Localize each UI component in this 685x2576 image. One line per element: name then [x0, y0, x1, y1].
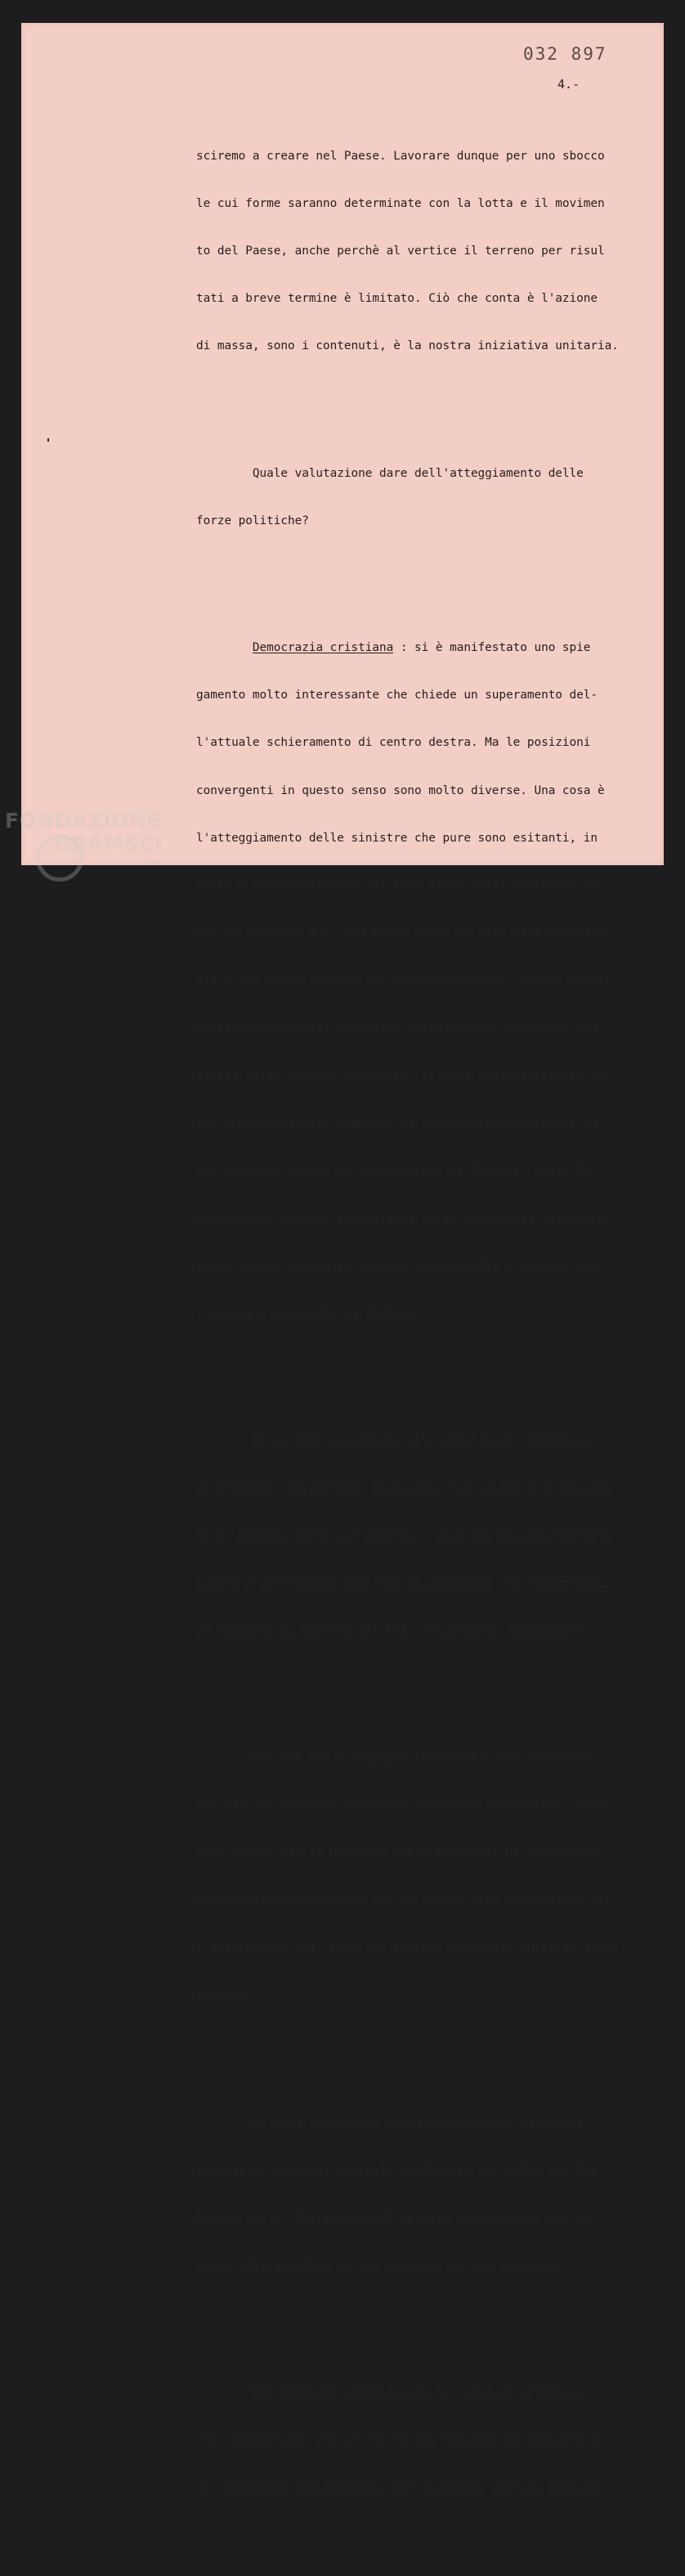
text-line: forze politiche?	[196, 514, 309, 527]
ink-speck	[47, 438, 49, 442]
text-line: sciremo a creare nel Paese. Lavorare dunque per uno sbocco	[196, 149, 605, 163]
text-line: si presenta con profonde divisioni. Più valida è la posizio	[196, 1482, 612, 1496]
text-line: le cui forme saranno determinate con la lotta e il movimen	[196, 196, 605, 210]
text-line-heading: Democrazia cristiana : si è manifestato uno spie	[252, 641, 591, 655]
text-line: ranza che si raccoglie attorno ad Andreotti e Forlani con	[196, 1259, 598, 1273]
paragraph-6	[196, 2085, 664, 2307]
text-line: vogliono mettere il congresso socialista di fronte ad una	[196, 1021, 598, 1035]
text-line: tati a breve termine è limitato. Ciò che conta è l'azione	[196, 292, 598, 306]
text-line: un rapporto di governo col PSI, attualmente impossibile.	[196, 1624, 591, 1638]
text-line: socialisti verso di noi è la confluenza del PSIUP nel PCI.	[196, 2164, 605, 2178]
text-line: Dicono che il PSI rischia di sparire dalla scena, che bi-	[196, 2211, 598, 2225]
paragraph-4	[196, 1402, 664, 1672]
text-line: l'interno del PSI, cosa che sarebbe dannosa a tutto lo schie	[196, 1941, 619, 1955]
text-line: Un tema ricorrente nella polemica dei dirigenti	[196, 2116, 584, 2130]
text-line: ramento.	[196, 1990, 253, 2004]
watermark-logo	[5, 809, 163, 867]
text-line: convergenti in questo senso sono molto diverse. Una cosa è	[196, 783, 605, 797]
text-line: l'attuale schieramento di centro destra. Ma le posizioni	[196, 736, 591, 750]
text-line: l'atteggiamento delle sinistre che pure sono esitanti, in	[196, 831, 598, 845]
text-line: certe e contraddittorie. Ci sono stati fatti scottanti su	[196, 879, 598, 893]
text-line: gamento molto interessante che chiede un superamento del-	[196, 689, 598, 702]
text-line: del PSI, ma dobbiamo esprimere la nostra valutazione. Pren	[196, 1799, 605, 1813]
text-line: uno dovrebbe essere la sostituzione di Mancini. Nella DC	[196, 1165, 591, 1178]
typed-text-body	[196, 85, 664, 2576]
text-line: subito e determinare una fase di passaggio che ricostruisca	[196, 1577, 612, 1591]
text-line: continua ad esserci sulla linea della centralità la maggio	[196, 1212, 605, 1226]
document-page	[21, 23, 664, 2495]
text-line: di massa, sono i contenuti, è la nostra iniziativa unitaria.	[196, 339, 619, 353]
text-line: ni) e non hanno assunto una differenziazione. Moro e Rumor	[196, 974, 605, 988]
logo-ring-icon	[36, 834, 83, 882]
archive-stamp-number: 032 897	[523, 44, 607, 64]
text-line: ne di Mancini anche sul governo : dice che bisogna batterlo	[196, 1529, 612, 1543]
text-line: Quale valutazione dare dell'atteggiamento delle	[196, 466, 584, 480]
text-line: operando tuttavia perchè non si arrivi alle lacerazioni al-	[196, 1894, 612, 1908]
text-line: sto a De Martino il problema di compiere qualche gesto ed	[196, 1117, 598, 1131]
text-line: l'appoggio esplicito di Fanfani.	[196, 1307, 422, 1321]
paragraph-5	[196, 1719, 664, 2036]
text-line: Il partito socialista alla vigilia del congresso	[196, 1434, 591, 1448]
text-line: me componente ineliminabile del movimento operaio italiano.	[196, 2481, 612, 2495]
text-line: che consideriamo che il PSI ha una funzione da svolgere co	[196, 2434, 605, 2448]
page-number: 4.-	[557, 77, 580, 92]
watermark-suffix: onlus	[142, 859, 163, 867]
paragraph-2	[196, 434, 664, 561]
text-line: cui le sinistre d.c. non hanno mosso un dito (IVA e pensio	[196, 927, 605, 940]
text-line: to del Paese, anche perchè al vertice il terreno per risul	[196, 245, 605, 258]
text-line: Per noi non è semplice intervenire sul congresso	[196, 1752, 591, 1766]
watermark-line2: GRAMSCI	[54, 832, 163, 855]
text-line: sogna salvaguardare il suo spazio e la sua funzione.	[196, 2260, 562, 2273]
underlined-heading: Democrazia cristiana	[252, 641, 394, 655]
paragraph-3	[196, 608, 664, 1354]
paragraph-1	[196, 117, 664, 387]
text-line: dere sempre più le distanze dalle posizioni di De Martino	[196, 1847, 598, 1860]
paragraph-7	[196, 2354, 664, 2528]
text-line: scelta sulla base di cedimenti. Si dice che Rumor abbia po	[196, 1069, 605, 1083]
text-line: Noi dobbiamo sottolineare in linea di principio	[196, 2386, 584, 2400]
watermark-line1: FONDAZIONE	[5, 809, 162, 832]
